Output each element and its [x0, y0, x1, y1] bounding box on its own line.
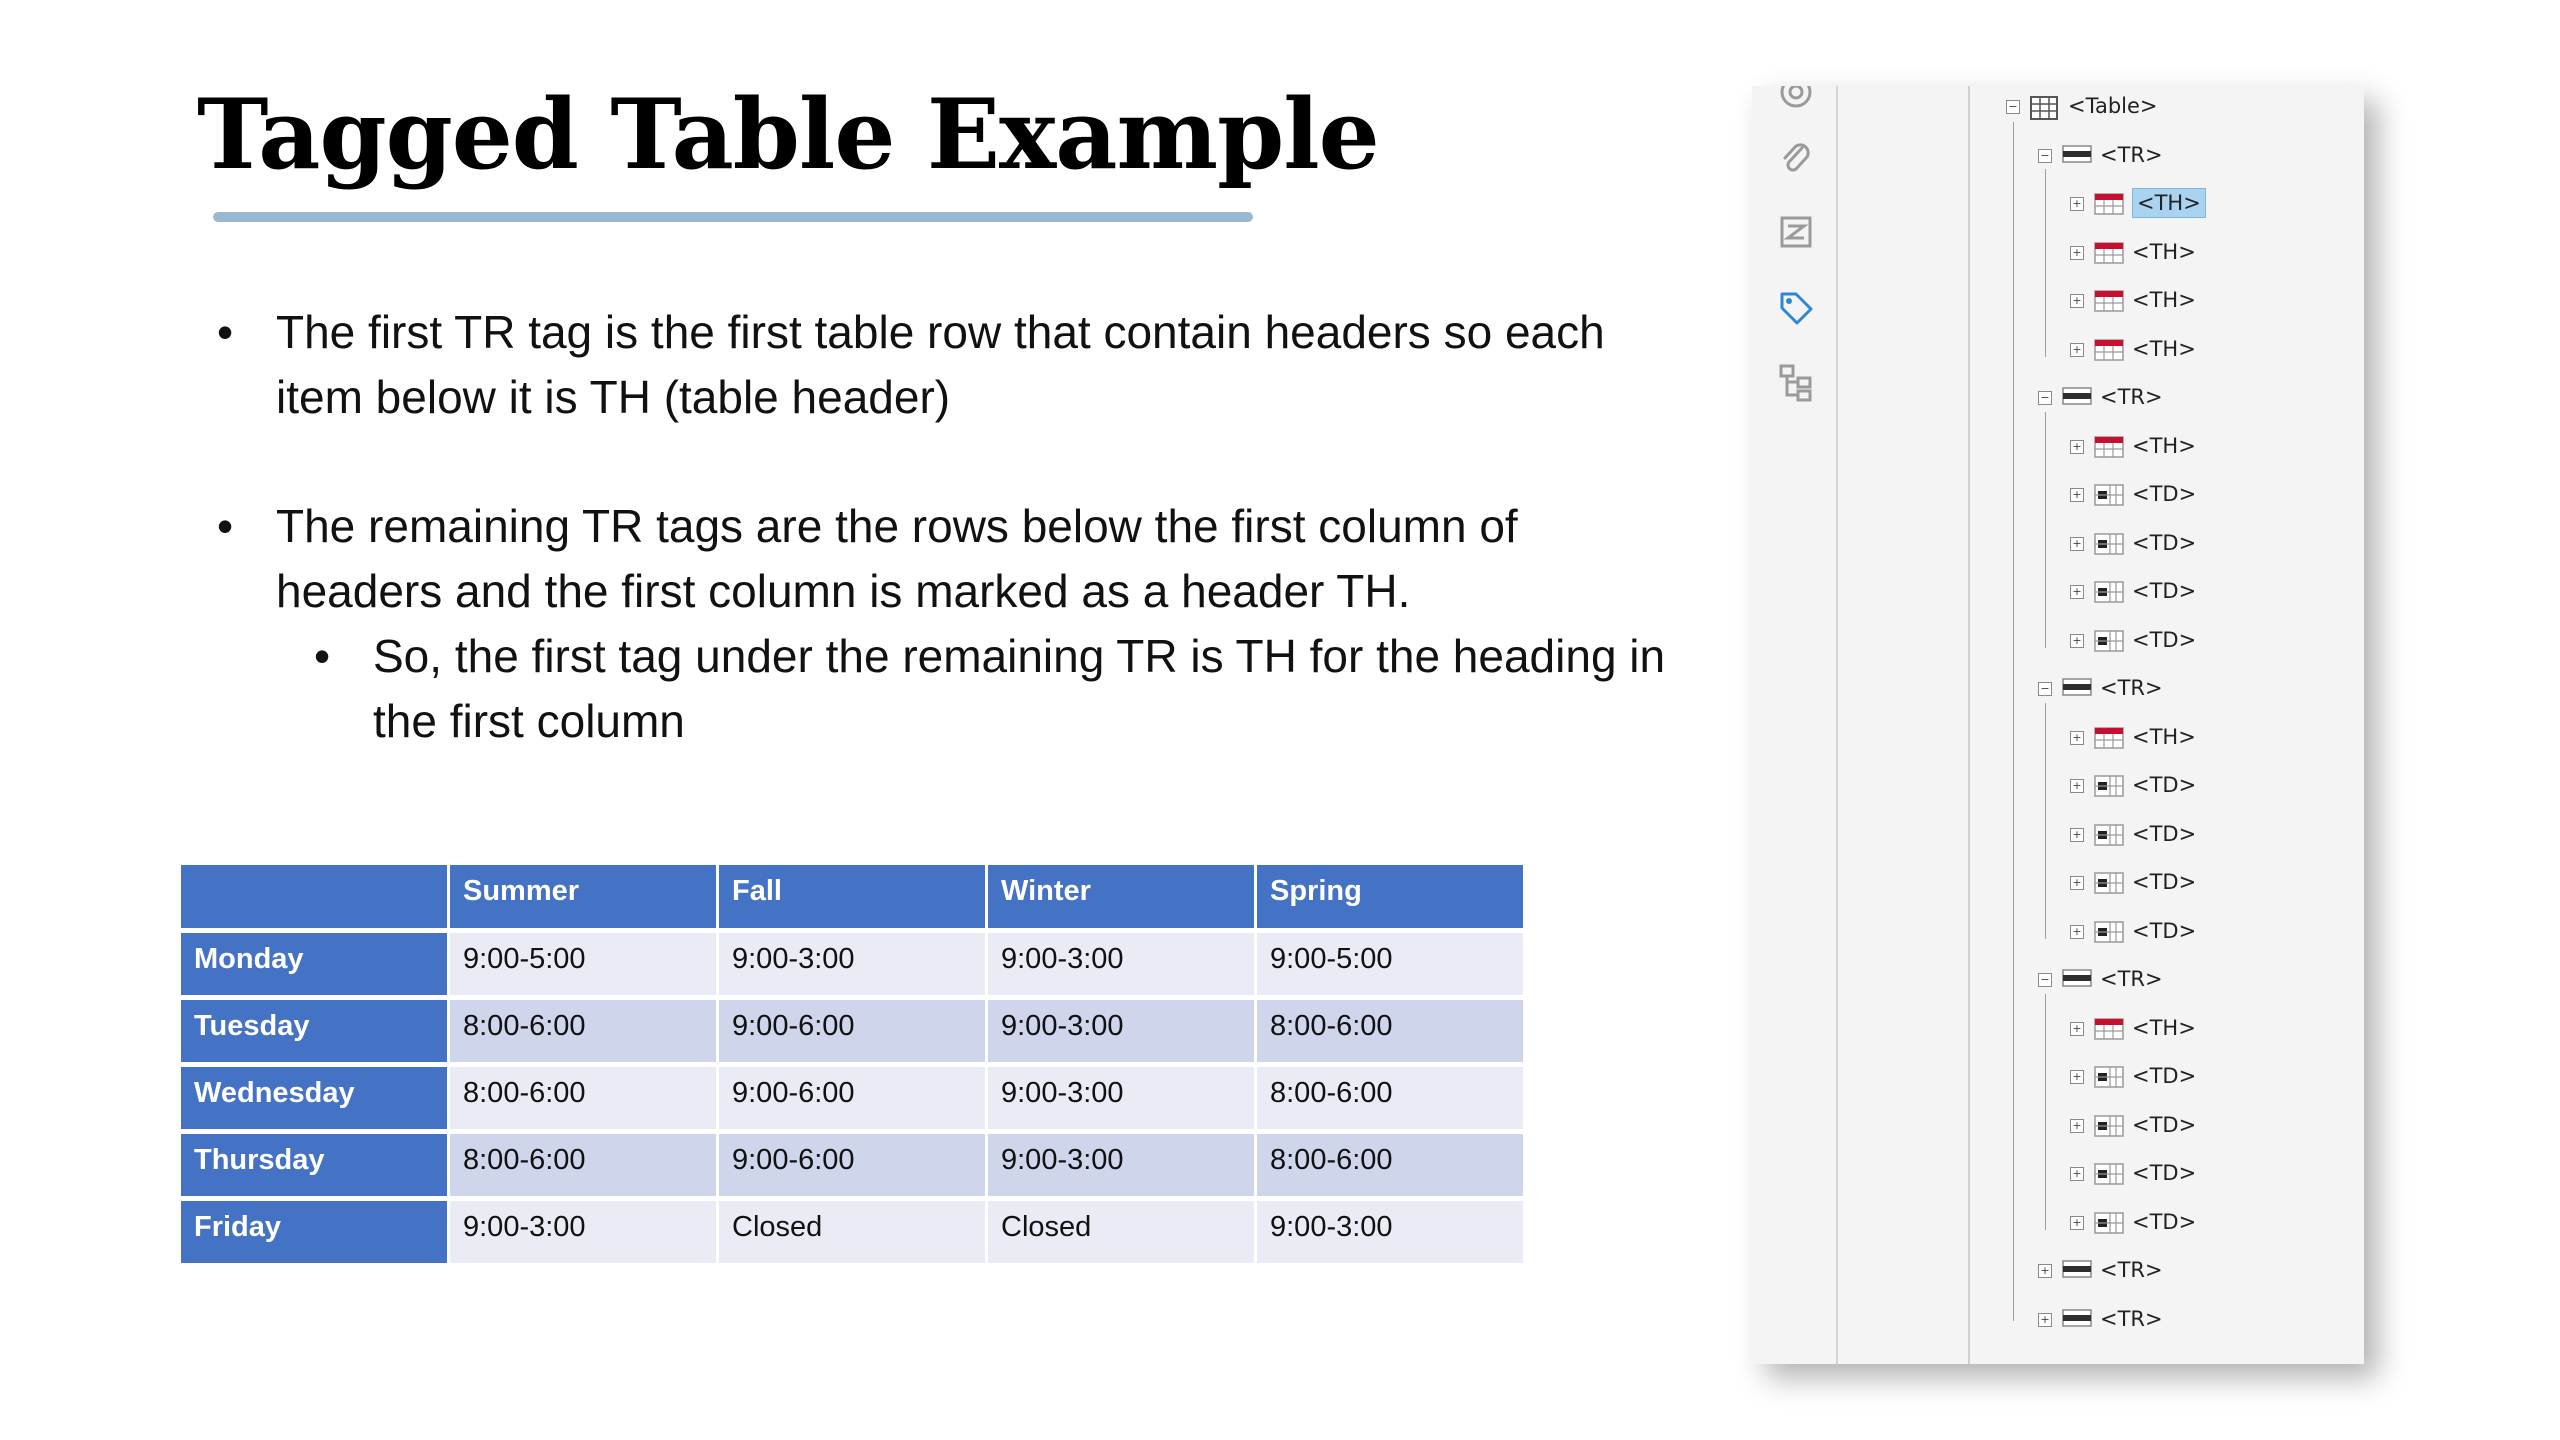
tree-node-cell[interactable] [1752, 810, 2352, 858]
row-header: Thursday [181, 1134, 447, 1196]
data-cell-tag-icon [2094, 630, 2122, 652]
expand-toggle[interactable]: + [2070, 294, 2084, 308]
expand-toggle[interactable]: + [2070, 634, 2084, 648]
tag-label: <TD> [2132, 1209, 2197, 1234]
tag-label: <TH> [2132, 1015, 2196, 1040]
tree-node-cell[interactable] [1752, 1101, 2352, 1149]
table-cell: 9:00-3:00 [719, 933, 985, 995]
table-cell: 9:00-3:00 [988, 1000, 1254, 1062]
expand-toggle[interactable]: + [2070, 1119, 2084, 1133]
tag-label: <TH> [2132, 188, 2206, 218]
tree-node-tr[interactable] [1752, 1295, 2352, 1343]
data-cell-tag-icon [2094, 1163, 2122, 1185]
bullet-text: So, the first tag under the remaining TR is TH for the heading in the first column [373, 630, 1666, 747]
data-cell-tag-icon [2094, 1066, 2122, 1088]
tree-node-tr[interactable] [1752, 664, 2352, 712]
header-cell-tag-icon [2094, 290, 2122, 312]
table-cell: 9:00-6:00 [719, 1067, 985, 1129]
table-cell: 9:00-6:00 [719, 1134, 985, 1196]
tree-node-cell[interactable] [1752, 1198, 2352, 1246]
column-header: Spring [1257, 865, 1523, 928]
expand-toggle[interactable]: + [2070, 779, 2084, 793]
tag-label: <TH> [2132, 288, 2196, 312]
table-cell: 8:00-6:00 [1257, 1000, 1523, 1062]
tree-node-tr[interactable] [1752, 1246, 2352, 1294]
tag-label: <TD> [2132, 1112, 2197, 1137]
collapse-toggle[interactable]: − [2038, 973, 2052, 987]
tree-node-cell[interactable] [1752, 616, 2352, 664]
tag-label: <TR> [2100, 385, 2163, 409]
collapse-toggle[interactable]: − [2006, 100, 2020, 114]
tag-label: <TD> [2132, 773, 2197, 797]
table-cell: 9:00-3:00 [450, 1201, 716, 1263]
table-row [181, 1000, 1523, 1062]
expand-toggle[interactable]: + [2070, 925, 2084, 939]
tag-label: <TR> [2100, 1306, 2163, 1331]
table-cell: 8:00-6:00 [450, 1134, 716, 1196]
row-tag-icon [2062, 145, 2090, 167]
tree-node-cell[interactable] [1752, 470, 2352, 518]
bullet-text: The remaining TR tags are the rows below the first column of headers and the first column is marked as a header TH. [276, 500, 1518, 617]
expand-toggle[interactable]: + [2070, 1070, 2084, 1084]
row-header: Monday [181, 933, 447, 995]
tree-node-tr[interactable] [1752, 131, 2352, 179]
tag-label: <TD> [2132, 482, 2197, 506]
row-header: Tuesday [181, 1000, 447, 1062]
tag-label: <TR> [2100, 967, 2163, 991]
tag-label: <TR> [2100, 142, 2163, 167]
table-header-row [181, 865, 1523, 928]
tree-node-cell[interactable] [1752, 858, 2352, 906]
tag-label: <TR> [2100, 676, 2163, 700]
table-cell: 8:00-6:00 [450, 1000, 716, 1062]
tag-label: <TD> [2132, 918, 2197, 943]
data-cell-tag-icon [2094, 1115, 2122, 1137]
tree-node-cell[interactable] [1752, 713, 2352, 761]
data-cell-tag-icon [2094, 1212, 2122, 1234]
tree-connector [2013, 122, 2014, 1321]
bullet-dot: • [216, 306, 234, 358]
tree-node-tr[interactable] [1752, 373, 2352, 421]
tag-label: <Table> [2068, 94, 2158, 118]
tree-node-cell[interactable] [1752, 761, 2352, 809]
tag-label: <TH> [2132, 336, 2196, 361]
table-cell: 9:00-5:00 [1257, 933, 1523, 995]
table-cell: 8:00-6:00 [1257, 1134, 1523, 1196]
header-cell-tag-icon [2094, 339, 2122, 361]
slide-title: Tagged Table Example [197, 78, 1379, 191]
expand-toggle[interactable]: + [2070, 343, 2084, 357]
data-cell-tag-icon [2094, 581, 2122, 603]
tree-connector [2045, 412, 2046, 649]
data-cell-tag-icon [2094, 775, 2122, 797]
tree-node-cell[interactable] [1752, 1149, 2352, 1197]
table-row [181, 1067, 1523, 1129]
table-cell: Closed [988, 1201, 1254, 1263]
collapse-toggle[interactable]: − [2038, 149, 2052, 163]
header-cell-tag-icon [2094, 727, 2122, 749]
header-cell-tag-icon [2094, 242, 2122, 264]
table-cell: 9:00-5:00 [450, 933, 716, 995]
row-tag-icon [2062, 1260, 2090, 1282]
bullet-dot: • [313, 630, 331, 682]
expand-toggle[interactable]: + [2070, 246, 2084, 260]
row-header: Wednesday [181, 1067, 447, 1129]
sub-bullet-item [307, 624, 1670, 754]
expand-toggle[interactable]: + [2070, 1022, 2084, 1036]
tag-label: <TH> [2132, 724, 2196, 749]
column-header: Winter [988, 865, 1254, 928]
header-cell-tag-icon [2094, 1018, 2122, 1040]
tree-connector [2045, 169, 2046, 357]
table-cell: 8:00-6:00 [1257, 1067, 1523, 1129]
table-cell: 9:00-3:00 [988, 933, 1254, 995]
expand-toggle[interactable]: + [2070, 828, 2084, 842]
bullet-list [210, 300, 1670, 754]
data-cell-tag-icon [2094, 872, 2122, 894]
collapse-toggle[interactable]: − [2038, 391, 2052, 405]
expand-toggle[interactable]: + [2070, 876, 2084, 890]
tag-label: <TD> [2132, 1161, 2197, 1185]
tag-label: <TH> [2132, 433, 2196, 458]
row-tag-icon [2062, 969, 2090, 991]
expand-toggle[interactable]: + [2070, 1216, 2084, 1230]
column-header [181, 865, 447, 928]
tree-node-table[interactable] [1752, 86, 2352, 130]
column-header: Summer [450, 865, 716, 928]
tree-node-cell[interactable] [1752, 1004, 2352, 1052]
column-header: Fall [719, 865, 985, 928]
data-cell-tag-icon [2094, 484, 2122, 506]
tree-node-cell[interactable] [1752, 228, 2352, 276]
tag-label: <TD> [2132, 530, 2197, 555]
data-cell-tag-icon [2094, 824, 2122, 846]
bullet-item [210, 494, 1670, 624]
tree-node-cell[interactable] [1752, 907, 2352, 955]
tree-connector [2045, 703, 2046, 940]
table-cell: 9:00-3:00 [988, 1067, 1254, 1129]
bullet-text: The first TR tag is the first table row that contain headers so each item below it is TH (table header) [276, 306, 1605, 423]
tree-node-cell[interactable] [1752, 276, 2352, 324]
title-underline [213, 212, 1253, 222]
tree-node-cell[interactable] [1752, 325, 2352, 373]
table-tag-icon [2030, 96, 2058, 118]
expand-toggle[interactable]: + [2070, 537, 2084, 551]
tag-label: <TD> [2132, 821, 2197, 846]
row-tag-icon [2062, 678, 2090, 700]
tag-label: <TD> [2132, 579, 2197, 603]
schedule-table [178, 860, 1526, 1268]
expand-toggle[interactable]: + [2070, 1167, 2084, 1181]
data-cell-tag-icon [2094, 921, 2122, 943]
row-tag-icon [2062, 1309, 2090, 1331]
expand-toggle[interactable]: + [2038, 1313, 2052, 1327]
expand-toggle[interactable]: + [2070, 197, 2084, 211]
table-row [181, 1134, 1523, 1196]
header-cell-tag-icon [2094, 436, 2122, 458]
header-cell-tag-icon [2094, 193, 2122, 215]
tree-node-tr[interactable] [1752, 955, 2352, 1003]
tags-panel [1752, 86, 2364, 1364]
tree-node-cell[interactable] [1752, 422, 2352, 470]
collapse-toggle[interactable]: − [2038, 682, 2052, 696]
table-cell: 9:00-6:00 [719, 1000, 985, 1062]
expand-toggle[interactable]: + [2070, 731, 2084, 745]
expand-toggle[interactable]: + [2070, 488, 2084, 502]
expand-toggle[interactable]: + [2070, 440, 2084, 454]
tree-node-cell[interactable] [1752, 1052, 2352, 1100]
tree-node-cell[interactable] [1752, 567, 2352, 615]
table-row [181, 1201, 1523, 1263]
table-cell: 9:00-3:00 [988, 1134, 1254, 1196]
tree-node-cell[interactable] [1752, 179, 2352, 227]
table-cell: 9:00-3:00 [1257, 1201, 1523, 1263]
row-tag-icon [2062, 387, 2090, 409]
table-cell: Closed [719, 1201, 985, 1263]
row-header: Friday [181, 1201, 447, 1263]
bullet-item [210, 300, 1670, 430]
data-cell-tag-icon [2094, 533, 2122, 555]
tag-label: <TD> [2132, 870, 2197, 894]
tag-label: <TD> [2132, 627, 2197, 652]
tag-label: <TR> [2100, 1258, 2163, 1282]
expand-toggle[interactable]: + [2038, 1264, 2052, 1278]
table-row [181, 933, 1523, 995]
expand-toggle[interactable]: + [2070, 585, 2084, 599]
table-cell: 8:00-6:00 [450, 1067, 716, 1129]
tag-label: <TH> [2132, 239, 2196, 264]
tree-connector [2045, 994, 2046, 1231]
bullet-dot: • [216, 500, 234, 552]
tag-label: <TD> [2132, 1064, 2197, 1088]
tree-node-cell[interactable] [1752, 519, 2352, 567]
